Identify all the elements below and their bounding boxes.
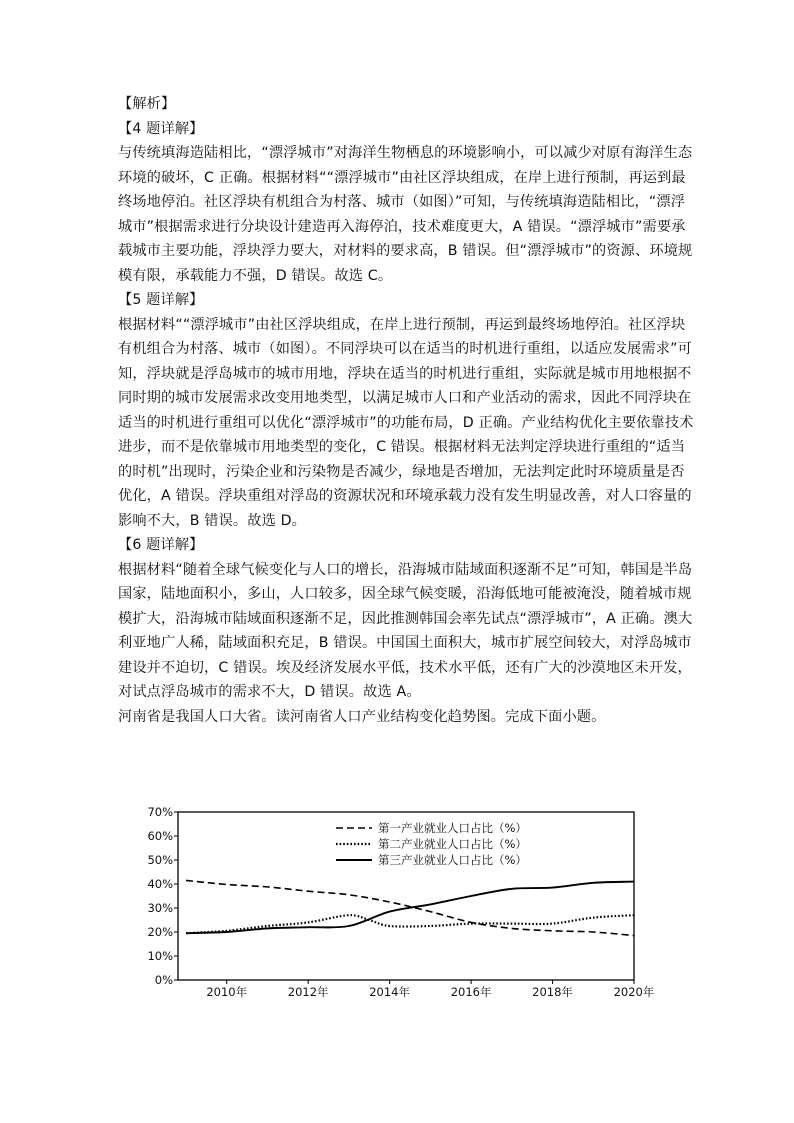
- text-line: 对试点浮岛城市的需求不大，D 错误。故选 A。: [118, 684, 421, 700]
- y-tick-label: 40%: [147, 877, 173, 891]
- y-tick-label: 0%: [154, 973, 173, 987]
- analysis-text: [118, 92, 694, 729]
- section-heading: 【解析】: [118, 96, 176, 112]
- text-line: 终场地停泊。社区浮块有机组合为村落、城市（如图）”可知，与传统填海造陆相比，“漂浮: [118, 194, 686, 210]
- x-tick-label: 2018年: [532, 985, 573, 999]
- section-heading: 【5 题详解】: [118, 292, 204, 308]
- text-line: 载城市主要功能，浮块浮力要大，对材料的要求高，B 错误。但“漂浮城市”的资源、环境规: [118, 243, 693, 259]
- text-line: 有机组合为村落、城市（如图）。不同浮块可以在适当的时机进行重组，以适应发展需求”可: [118, 341, 692, 357]
- y-tick-label: 20%: [147, 925, 173, 939]
- x-tick-label: 2012年: [287, 985, 329, 999]
- y-tick-label: 70%: [147, 806, 173, 819]
- text-line: 影响不大，B 错误。故选 D。: [118, 512, 306, 529]
- text-line: 环境的破坏，C 正确。根据材料““漂浮城市”由社区浮块组成，在岸上进行预制，再运到最: [118, 169, 686, 186]
- text-line: 根据材料“随着全球气候变化与人口的增长，沿海城市陆域面积逐渐不足”可知，韩国是半岛: [118, 561, 693, 578]
- text-line: 与传统填海造陆相比，“漂浮城市”对海洋生物栖息的环境影响小，可以减少对原有海洋生态: [118, 145, 693, 161]
- x-tick-label: 2016年: [450, 985, 492, 999]
- line-chart: [140, 806, 660, 1016]
- y-tick-label: 10%: [147, 949, 173, 963]
- text-line: 适当的时机进行重组可以优化“漂浮城市”的功能布局，D 正确。产业结构优化主要依靠技术: [118, 414, 694, 431]
- x-tick-label: 2014年: [369, 985, 411, 999]
- text-line: 根据材料““漂浮城市”由社区浮块组成，在岸上进行预制，再运到最终场地停泊。社区浮块: [118, 316, 686, 333]
- x-tick-label: 2010年: [206, 985, 248, 999]
- text-line: 同时期的城市发展需求改变用地类型，以满足城市人口和产业活动的需求，因此不同浮块在: [118, 390, 692, 406]
- y-tick-label: 50%: [147, 853, 173, 867]
- legend-label-1: 第一产业就业人口占比（%）: [378, 821, 527, 835]
- text-line: 国家，陆地面积小，多山，人口较多，因全球气候变暖，沿海低地可能被淹没，随着城市规: [118, 586, 692, 602]
- text-line: 建设并不迫切，C 错误。埃及经济发展水平低，技术水平低，还有广大的沙漠地区未开发，: [118, 659, 692, 676]
- text-line: 模有限，承载能力不强，D 错误。故选 C。: [118, 267, 393, 284]
- text-line: 的时机”出现时，污染企业和污染物是否减少，绿地是否增加，无法判定此时环境质量是否: [118, 463, 685, 480]
- legend-label-3: 第三产业就业人口占比（%）: [378, 853, 527, 867]
- text-line: 知，浮块就是浮岛城市的城市用地，浮块在适当的时机进行重组，实际就是城市用地根据不: [118, 365, 692, 382]
- text-line: 优化，A 错误。浮块重组对浮岛的资源状况和环境承载力没有发生明显改善，对人口容量的: [118, 488, 692, 504]
- text-line: 模扩大，沿海城市陆域面积逐渐不足，因此推测韩国会率先试点“漂浮城市”，A 正确。澳大: [118, 610, 693, 627]
- legend-label-2: 第二产业就业人口占比（%）: [378, 837, 527, 851]
- text-line: 利亚地广人稀，陆域面积充足，B 错误。中国国土面积大，城市扩展空间较大，对浮岛城市: [118, 635, 692, 651]
- x-tick-label: 2020年: [613, 985, 655, 999]
- y-tick-label: 30%: [147, 901, 173, 915]
- text-line: 进步，而不是依靠城市用地类型的变化，C 错误。根据材料无法判定浮块进行重组的“适当: [118, 439, 686, 455]
- section-heading: 【6 题详解】: [118, 537, 204, 553]
- y-tick-label: 60%: [147, 829, 173, 843]
- text-line: 城市”根据需求进行分块设计建造再入海停泊，技术难度更大，A 错误。“漂浮城市”需要承: [118, 218, 686, 235]
- section-heading: 【4 题详解】: [118, 120, 204, 137]
- chart: [140, 806, 660, 1016]
- text-line: 河南省是我国人口大省。读河南省人口产业结构变化趋势图。完成下面小题。: [118, 708, 606, 725]
